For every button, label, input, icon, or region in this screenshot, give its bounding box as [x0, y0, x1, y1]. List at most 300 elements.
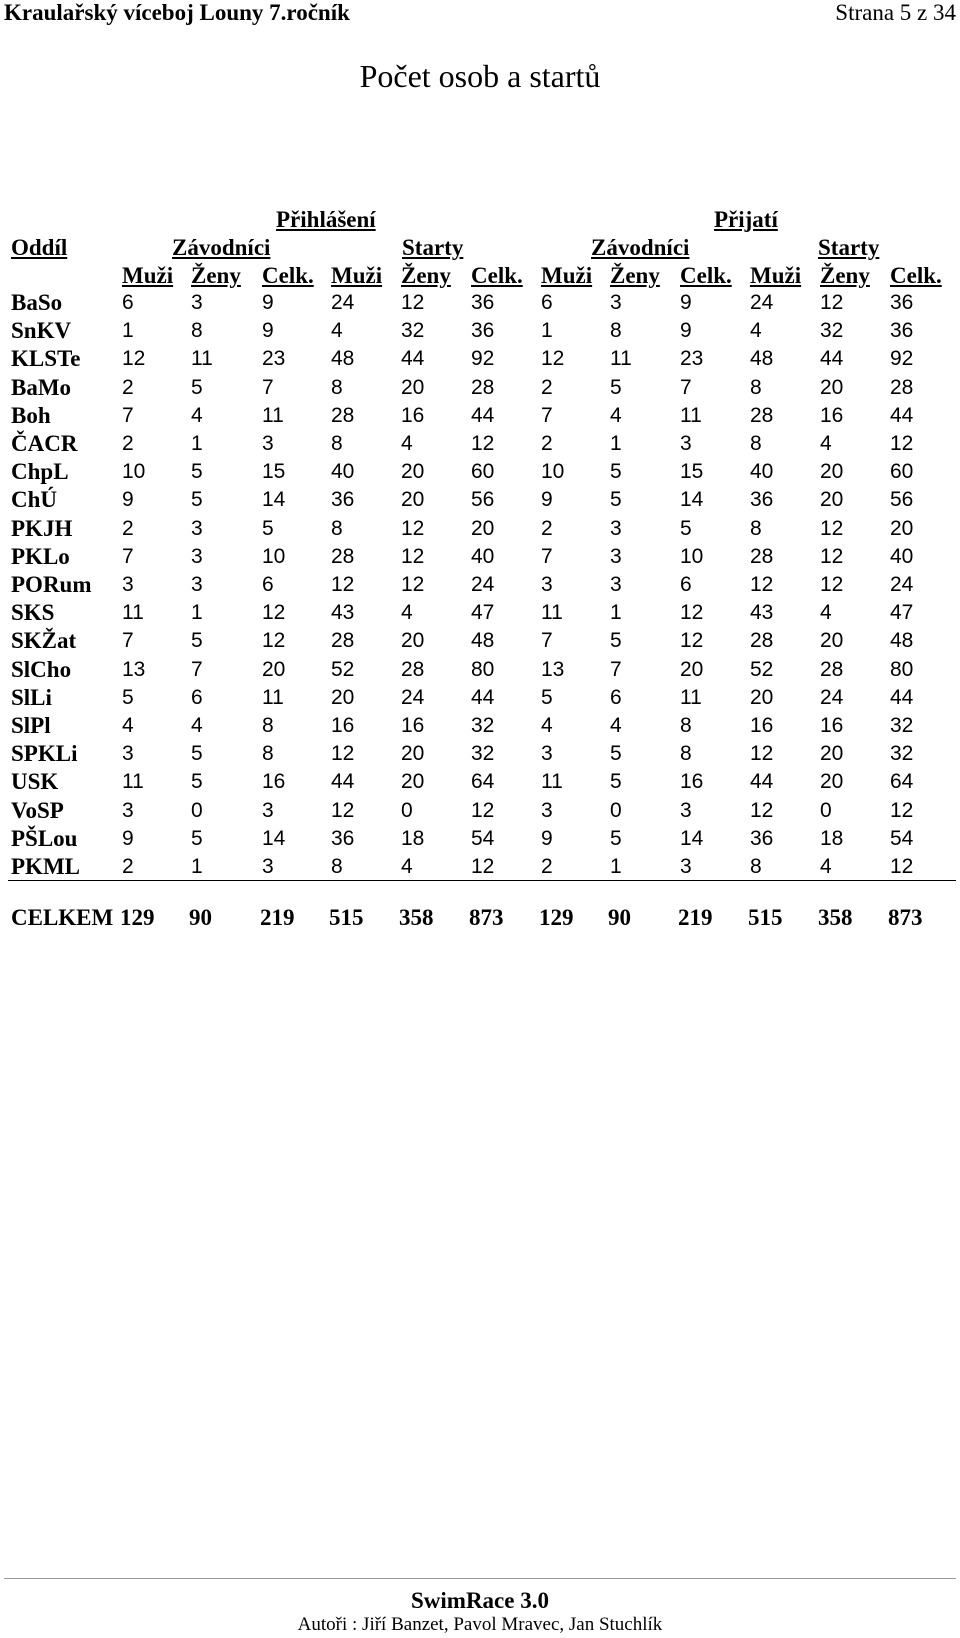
table-cell: 7: [191, 657, 203, 681]
table-cell: 1: [122, 319, 134, 343]
subheader-4: Ženy: [401, 263, 451, 288]
table-cell: 3: [680, 855, 692, 878]
table-cell: 43: [331, 601, 355, 625]
table-cell: 28: [331, 629, 355, 653]
table-cell: 6: [680, 573, 692, 596]
subheader-5: Celk.: [471, 263, 523, 288]
club-name: ChpL: [11, 459, 69, 485]
header-oddil: Oddíl: [11, 235, 68, 260]
table-cell: 11: [262, 685, 284, 709]
club-name: SlPl: [11, 713, 51, 738]
table-cell: 48: [471, 629, 495, 653]
subheader-0: Muži: [122, 263, 174, 288]
table-cell: 20: [401, 460, 425, 484]
table-cell: 3: [122, 798, 134, 822]
table-cell: 32: [471, 714, 495, 737]
subheader-2: Celk.: [262, 263, 314, 288]
table-cell: 40: [890, 544, 914, 568]
table-cell: 12: [331, 798, 355, 822]
club-name: SnKV: [11, 318, 72, 344]
table-cell: 7: [262, 375, 274, 399]
table-cell: 14: [262, 826, 286, 850]
table-cell: 12: [122, 347, 146, 371]
table-cell: 2: [541, 516, 553, 540]
table-cell: 16: [262, 770, 286, 794]
table-cell: 24: [820, 685, 844, 709]
table-cell: 48: [331, 347, 355, 371]
table-cell: 9: [262, 291, 274, 314]
table-cell: 8: [262, 714, 274, 737]
table-cell: 12: [331, 573, 355, 596]
table-cell: 5: [610, 460, 622, 484]
table-cell: 4: [610, 714, 622, 737]
table-cell: 13: [122, 657, 146, 681]
table-cell: 12: [820, 291, 844, 314]
club-name: USK: [11, 769, 59, 795]
table-cell: 24: [401, 685, 425, 709]
table-cell: 28: [401, 657, 425, 681]
table-cell: 12: [471, 798, 495, 822]
subheader-7: Ženy: [610, 263, 660, 288]
subheader-11: Celk.: [890, 263, 942, 288]
table-cell: 5: [191, 629, 203, 653]
table-cell: 52: [331, 657, 355, 681]
event-title: Kraulařský víceboj Louny 7.ročník: [4, 0, 350, 25]
table-cell: 14: [262, 488, 286, 512]
table-cell: 16: [331, 714, 355, 737]
table-cell: 11: [610, 347, 632, 371]
table-cell: 2: [541, 432, 553, 455]
table-cell: 3: [122, 742, 134, 766]
table-cell: 8: [750, 516, 762, 540]
table-cell: 16: [820, 403, 844, 427]
table-cell: 20: [401, 629, 425, 653]
header-zavodnici-prijati: Závodníci: [591, 235, 690, 260]
table-cell: 15: [680, 460, 704, 484]
table-cell: 47: [890, 601, 914, 625]
table-cell: 28: [890, 375, 914, 399]
table-cell: 44: [890, 403, 914, 427]
table-cell: 20: [890, 516, 914, 540]
table-cell: 40: [331, 460, 355, 484]
total-cell: 219: [260, 905, 295, 930]
table-cell: 32: [401, 319, 425, 343]
table-cell: 0: [820, 798, 832, 822]
table-cell: 7: [122, 629, 134, 653]
table-cell: 54: [890, 826, 914, 850]
group-prihlaseni: Přihlášení: [276, 207, 376, 232]
table-cell: 44: [890, 685, 914, 709]
table-cell: 20: [820, 375, 844, 399]
row-separator: [8, 880, 956, 881]
table-cell: 20: [262, 657, 286, 681]
table-cell: 3: [191, 516, 203, 540]
club-name: PORum: [11, 572, 92, 597]
table-cell: 4: [820, 432, 832, 455]
table-cell: 6: [262, 573, 274, 596]
table-cell: 5: [191, 375, 203, 399]
table-cell: 8: [331, 375, 343, 399]
table-cell: 11: [541, 770, 563, 794]
table-cell: 16: [401, 714, 425, 737]
footer-authors: Autoři : Jiří Banzet, Pavol Mravec, Jan Stuchlík: [297, 1614, 663, 1635]
club-name: BaMo: [11, 374, 72, 400]
table-cell: 3: [191, 291, 203, 314]
table-cell: 0: [191, 798, 203, 822]
table-cell: 20: [401, 375, 425, 399]
table-cell: 16: [680, 770, 704, 794]
table-cell: 7: [541, 403, 553, 427]
table-cell: 3: [122, 573, 134, 596]
table-cell: 7: [122, 403, 134, 427]
total-cell: 515: [329, 905, 364, 930]
total-cell: 358: [399, 905, 434, 930]
table-cell: 8: [331, 516, 343, 540]
table-cell: 18: [401, 826, 425, 850]
table-cell: 12: [471, 855, 495, 878]
table-cell: 8: [680, 742, 692, 766]
table-cell: 9: [680, 319, 692, 343]
table-cell: 10: [262, 544, 286, 568]
table-cell: 24: [750, 291, 774, 314]
table-cell: 0: [401, 798, 413, 822]
footer-divider: [4, 1578, 956, 1579]
table-cell: 9: [122, 488, 134, 512]
table-cell: 12: [401, 516, 425, 540]
table-cell: 7: [122, 544, 134, 568]
table-cell: 2: [541, 375, 553, 399]
footer-product: SwimRace 3.0: [411, 1588, 549, 1613]
table-cell: 3: [680, 798, 692, 822]
table-cell: 6: [191, 685, 203, 709]
table-cell: 12: [890, 855, 914, 878]
table-cell: 40: [750, 460, 774, 484]
table-cell: 12: [680, 629, 704, 653]
table-cell: 3: [610, 516, 622, 540]
table-cell: 4: [820, 601, 832, 625]
subheader-1: Ženy: [191, 263, 241, 288]
club-name: SKS: [11, 600, 55, 626]
table-cell: 6: [610, 685, 622, 709]
table-cell: 1: [191, 432, 203, 455]
table-cell: 16: [820, 714, 844, 737]
header-starty-prihlaseni: Starty: [402, 235, 464, 260]
header-zavodnici-prihlaseni: Závodníci: [172, 235, 271, 260]
table-cell: 8: [262, 742, 274, 766]
table-cell: 12: [471, 432, 495, 455]
table-cell: 32: [820, 319, 844, 343]
table-cell: 8: [191, 319, 203, 343]
table-cell: 3: [610, 291, 622, 314]
total-cell: 129: [539, 905, 574, 930]
table-cell: 4: [401, 855, 413, 878]
club-name: SlCho: [11, 656, 72, 682]
table-cell: 3: [262, 432, 274, 455]
table-cell: 20: [820, 629, 844, 653]
table-cell: 11: [680, 685, 702, 709]
table-cell: 20: [680, 657, 704, 681]
table-cell: 32: [890, 714, 914, 737]
table-cell: 20: [820, 488, 844, 512]
table-cell: 2: [122, 432, 134, 455]
total-cell: 129: [120, 905, 155, 930]
table-cell: 36: [890, 291, 914, 314]
total-cell: 873: [469, 905, 504, 930]
table-cell: 18: [820, 826, 844, 850]
table-cell: 36: [471, 291, 495, 314]
table-cell: 2: [122, 516, 134, 540]
table-cell: 28: [750, 544, 774, 568]
table-cell: 24: [331, 291, 355, 314]
table-cell: 7: [541, 629, 553, 653]
table-cell: 48: [890, 629, 914, 653]
club-name: SKŽat: [11, 628, 77, 654]
table-cell: 12: [750, 573, 774, 596]
table-cell: 12: [331, 742, 355, 766]
table-cell: 23: [680, 347, 704, 371]
table-cell: 44: [820, 347, 844, 371]
club-name: KLSTe: [11, 346, 81, 372]
total-cell: 90: [608, 905, 631, 930]
table-cell: 5: [122, 685, 134, 709]
table-cell: 9: [541, 826, 553, 850]
table-cell: 3: [262, 798, 274, 822]
table-cell: 3: [262, 855, 274, 878]
table-cell: 5: [610, 770, 622, 794]
table-cell: 5: [680, 516, 692, 540]
table-cell: 10: [541, 460, 565, 484]
table-cell: 56: [471, 488, 495, 512]
table-cell: 11: [541, 601, 563, 625]
table-cell: 3: [191, 573, 203, 596]
table-cell: 13: [541, 657, 565, 681]
table-cell: 43: [750, 601, 774, 625]
table-cell: 12: [262, 601, 286, 625]
table-cell: 54: [471, 826, 495, 850]
table-cell: 28: [331, 544, 355, 568]
total-cell: 358: [818, 905, 853, 930]
table-cell: 36: [331, 488, 355, 512]
table-cell: 6: [122, 291, 134, 314]
table-cell: 20: [750, 685, 774, 709]
table-cell: 2: [122, 375, 134, 399]
table-cell: 16: [750, 714, 774, 737]
table-cell: 1: [610, 855, 622, 878]
table-cell: 2: [541, 855, 553, 878]
table-cell: 5: [191, 742, 203, 766]
table-cell: 5: [610, 375, 622, 399]
table-cell: 4: [191, 403, 203, 427]
table-cell: 6: [541, 291, 553, 314]
table-cell: 20: [820, 460, 844, 484]
table-cell: 44: [401, 347, 425, 371]
table-cell: 7: [610, 657, 622, 681]
table-cell: 12: [820, 544, 844, 568]
club-name: PKML: [11, 854, 80, 879]
table-cell: 5: [541, 685, 553, 709]
table-cell: 12: [262, 629, 286, 653]
table-cell: 12: [680, 601, 704, 625]
table-cell: 60: [890, 460, 914, 484]
table-cell: 3: [610, 573, 622, 596]
table-cell: 48: [750, 347, 774, 371]
table-cell: 28: [820, 657, 844, 681]
club-name: ČACR: [11, 431, 78, 456]
table-cell: 1: [610, 432, 622, 455]
club-name: SPKLi: [11, 741, 78, 767]
table-cell: 3: [191, 544, 203, 568]
page-title: Počet osob a startů: [359, 58, 601, 94]
subheader-10: Ženy: [820, 263, 870, 288]
table-cell: 5: [191, 770, 203, 794]
header-starty-prijati: Starty: [818, 235, 880, 260]
table-cell: 20: [820, 770, 844, 794]
table-cell: 16: [401, 403, 425, 427]
table-cell: 8: [750, 375, 762, 399]
table-cell: 4: [401, 432, 413, 455]
table-cell: 8: [331, 432, 343, 455]
table-cell: 11: [191, 347, 213, 371]
page-indicator: Strana 5 z 34: [835, 0, 956, 25]
table-cell: 8: [680, 714, 692, 737]
table-cell: 4: [191, 714, 203, 737]
table-cell: 28: [750, 403, 774, 427]
table-cell: 44: [331, 770, 355, 794]
table-cell: 36: [750, 826, 774, 850]
table-cell: 1: [191, 855, 203, 878]
club-name: PKJH: [11, 515, 73, 541]
table-cell: 8: [331, 855, 343, 878]
table-cell: 12: [820, 516, 844, 540]
total-cell: 219: [678, 905, 713, 930]
table-cell: 15: [262, 460, 286, 484]
table-cell: 7: [541, 544, 553, 568]
table-cell: 20: [401, 770, 425, 794]
table-cell: 44: [471, 403, 495, 427]
subheader-3: Muži: [331, 263, 383, 288]
table-cell: 1: [541, 319, 553, 343]
total-cell: 90: [189, 905, 212, 930]
table-cell: 64: [471, 770, 495, 794]
table-cell: 36: [750, 488, 774, 512]
total-cell: 873: [888, 905, 923, 930]
table-cell: 36: [331, 826, 355, 850]
table-cell: 12: [401, 573, 425, 596]
table-cell: 47: [471, 601, 495, 625]
club-name: VoSP: [11, 797, 64, 823]
table-cell: 9: [541, 488, 553, 512]
subheader-6: Muži: [541, 263, 593, 288]
table-cell: 5: [262, 516, 274, 540]
table-cell: 92: [471, 347, 495, 371]
table-cell: 4: [820, 855, 832, 878]
table-cell: 20: [331, 685, 355, 709]
table-cell: 12: [541, 347, 565, 371]
table-cell: 11: [122, 770, 144, 794]
table-cell: 9: [680, 291, 692, 314]
table-cell: 10: [122, 460, 146, 484]
table-cell: 8: [750, 855, 762, 878]
table-cell: 44: [750, 770, 774, 794]
table-cell: 20: [401, 742, 425, 766]
table-cell: 10: [680, 544, 704, 568]
subheader-8: Celk.: [680, 263, 732, 288]
table-cell: 0: [610, 798, 622, 822]
total-label: CELKEM: [11, 905, 114, 930]
table-cell: 14: [680, 826, 704, 850]
table-cell: 8: [610, 319, 622, 343]
table-cell: 3: [541, 798, 553, 822]
table-cell: 23: [262, 347, 286, 371]
table-cell: 5: [610, 629, 622, 653]
table-cell: 92: [890, 347, 914, 371]
table-cell: 11: [122, 601, 144, 625]
table-cell: 20: [401, 488, 425, 512]
table-cell: 36: [471, 319, 495, 343]
table-cell: 12: [401, 544, 425, 568]
table-cell: 12: [750, 742, 774, 766]
table-cell: 32: [890, 742, 914, 766]
table-cell: 5: [191, 488, 203, 512]
table-cell: 5: [610, 488, 622, 512]
table-cell: 5: [191, 460, 203, 484]
table-cell: 40: [471, 544, 495, 568]
table-cell: 4: [610, 403, 622, 427]
table-cell: 11: [262, 403, 284, 427]
table-cell: 4: [122, 714, 134, 737]
subheader-9: Muži: [750, 263, 802, 288]
table-cell: 3: [610, 544, 622, 568]
table-cell: 28: [750, 629, 774, 653]
table-cell: 52: [750, 657, 774, 681]
table-cell: 7: [680, 375, 692, 399]
club-name: SlLi: [11, 684, 52, 710]
club-name: ChÚ: [11, 487, 58, 513]
club-name: PKLo: [11, 543, 70, 569]
table-cell: 1: [610, 601, 622, 625]
table-cell: 14: [680, 488, 704, 512]
table-cell: 28: [331, 403, 355, 427]
table-cell: 36: [890, 319, 914, 343]
table-cell: 12: [401, 291, 425, 314]
table-cell: 20: [820, 742, 844, 766]
club-name: BaSo: [11, 290, 63, 315]
table-cell: 9: [122, 826, 134, 850]
table-cell: 4: [401, 601, 413, 625]
table-cell: 28: [471, 375, 495, 399]
table-cell: 5: [610, 826, 622, 850]
table-cell: 4: [750, 319, 762, 343]
table-cell: 12: [890, 798, 914, 822]
table-cell: 1: [191, 601, 203, 625]
table-cell: 3: [680, 432, 692, 455]
table-cell: 5: [191, 826, 203, 850]
table-cell: 20: [471, 516, 495, 540]
table-cell: 11: [680, 403, 702, 427]
table-cell: 12: [820, 573, 844, 596]
table-cell: 24: [471, 573, 495, 596]
club-name: Boh: [11, 402, 51, 428]
table-cell: 5: [610, 742, 622, 766]
table-cell: 3: [541, 573, 553, 596]
table-cell: 2: [122, 855, 134, 878]
table-cell: 64: [890, 770, 914, 794]
table-cell: 8: [750, 432, 762, 455]
table-cell: 60: [471, 460, 495, 484]
table-cell: 24: [890, 573, 914, 596]
total-cell: 515: [748, 905, 783, 930]
club-name: PŠLou: [11, 825, 78, 851]
